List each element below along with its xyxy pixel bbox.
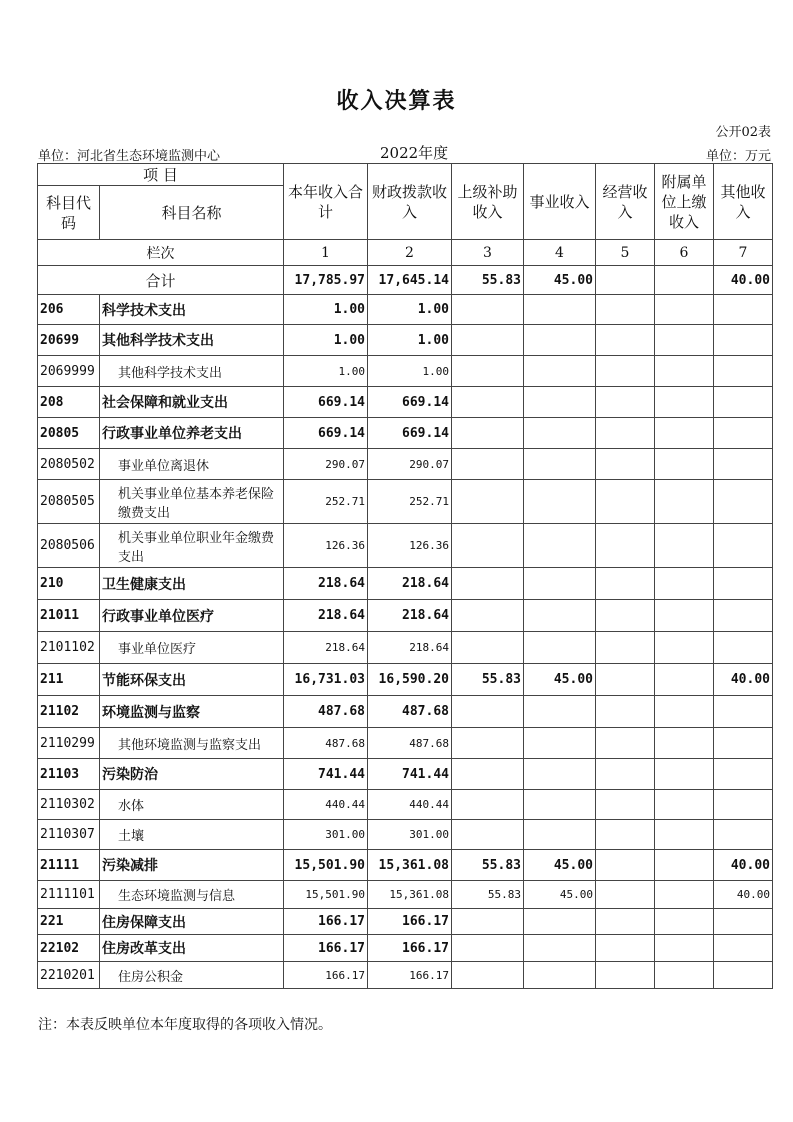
amount-cell (524, 480, 596, 524)
amount-cell: 440.44 (368, 790, 452, 820)
amount-cell (596, 632, 655, 664)
amount-cell (524, 935, 596, 962)
amount-cell (714, 909, 773, 935)
currency-unit: 单位：万元 (705, 149, 771, 164)
total-value (596, 266, 655, 295)
amount-cell: 40.00 (714, 881, 773, 909)
amount-cell: 290.07 (368, 449, 452, 480)
amount-cell (524, 295, 596, 325)
amount-cell: 40.00 (714, 664, 773, 696)
amount-cell (452, 759, 524, 790)
amount-cell: 166.17 (368, 909, 452, 935)
amount-cell: 1.00 (284, 325, 368, 356)
subject-code: 2080506 (38, 524, 100, 568)
subject-name: 污染防治 (100, 759, 284, 790)
amount-cell (714, 632, 773, 664)
amount-cell (452, 696, 524, 728)
total-value: 40.00 (714, 266, 773, 295)
amount-cell: 166.17 (284, 962, 368, 989)
table-row (38, 962, 773, 989)
total-row (38, 266, 773, 295)
amount-cell (655, 356, 714, 387)
amount-cell: 301.00 (368, 820, 452, 850)
amount-cell: 487.68 (368, 728, 452, 759)
table-row (38, 728, 773, 759)
amount-cell (655, 632, 714, 664)
amount-cell: 669.14 (284, 387, 368, 418)
amount-cell (655, 449, 714, 480)
amount-cell (452, 790, 524, 820)
amount-cell (714, 728, 773, 759)
amount-cell (596, 568, 655, 600)
amount-cell: 301.00 (284, 820, 368, 850)
amount-cell (524, 600, 596, 632)
amount-cell: 166.17 (368, 935, 452, 962)
amount-cell (452, 325, 524, 356)
amount-cell: 290.07 (284, 449, 368, 480)
amount-cell (524, 418, 596, 449)
table-row (38, 418, 773, 449)
amount-cell (714, 480, 773, 524)
subject-code: 2110302 (38, 790, 100, 820)
total-value: 55.83 (452, 266, 524, 295)
header-other: 其他收入 (714, 164, 773, 240)
table-row (38, 632, 773, 664)
amount-cell (714, 962, 773, 989)
amount-cell (524, 356, 596, 387)
amount-cell (655, 759, 714, 790)
amount-cell (524, 568, 596, 600)
header-superior: 上级补助收入 (452, 164, 524, 240)
amount-cell (714, 524, 773, 568)
table-row (38, 909, 773, 935)
amount-cell (452, 524, 524, 568)
amount-cell: 218.64 (284, 600, 368, 632)
subject-name: 行政事业单位医疗 (100, 600, 284, 632)
amount-cell (655, 524, 714, 568)
col-number: 2 (368, 240, 452, 266)
amount-cell: 1.00 (368, 295, 452, 325)
amount-cell (655, 600, 714, 632)
amount-cell (714, 568, 773, 600)
subject-name: 其他科学技术支出 (100, 356, 284, 387)
table-row (38, 790, 773, 820)
subject-name: 水体 (100, 790, 284, 820)
table-note: 注：本表反映单位本年度取得的各项收入情况。 (38, 1017, 332, 1033)
amount-cell (596, 524, 655, 568)
amount-cell (596, 696, 655, 728)
subject-code: 210 (38, 568, 100, 600)
header-subsidiary: 附属单位上缴收入 (655, 164, 714, 240)
subject-code: 20699 (38, 325, 100, 356)
amount-cell (596, 850, 655, 881)
amount-cell (524, 325, 596, 356)
amount-cell: 55.83 (452, 881, 524, 909)
col-number: 4 (524, 240, 596, 266)
amount-cell (596, 909, 655, 935)
table-row (38, 850, 773, 881)
amount-cell: 218.64 (284, 568, 368, 600)
report-title: 收入决算表 (336, 88, 457, 114)
amount-cell (596, 418, 655, 449)
subject-name: 事业单位离退休 (100, 449, 284, 480)
amount-cell (596, 480, 655, 524)
total-value: 17,785.97 (284, 266, 368, 295)
amount-cell: 669.14 (368, 387, 452, 418)
header-business: 事业收入 (524, 164, 596, 240)
amount-cell: 15,361.08 (368, 850, 452, 881)
subject-name: 住房改革支出 (100, 935, 284, 962)
amount-cell (714, 759, 773, 790)
amount-cell (524, 387, 596, 418)
amount-cell: 487.68 (368, 696, 452, 728)
amount-cell (655, 325, 714, 356)
amount-cell (596, 759, 655, 790)
amount-cell: 15,361.08 (368, 881, 452, 909)
subject-code: 208 (38, 387, 100, 418)
amount-cell (655, 820, 714, 850)
subject-code: 21011 (38, 600, 100, 632)
amount-cell: 669.14 (284, 418, 368, 449)
col-number: 6 (655, 240, 714, 266)
table-row (38, 568, 773, 600)
amount-cell: 1.00 (284, 295, 368, 325)
amount-cell: 16,590.20 (368, 664, 452, 696)
amount-cell (655, 881, 714, 909)
amount-cell: 487.68 (284, 728, 368, 759)
amount-cell (452, 480, 524, 524)
amount-cell (714, 356, 773, 387)
amount-cell: 252.71 (368, 480, 452, 524)
amount-cell: 126.36 (368, 524, 452, 568)
subject-name: 科学技术支出 (100, 295, 284, 325)
subject-code: 2101102 (38, 632, 100, 664)
subject-code: 21111 (38, 850, 100, 881)
amount-cell: 166.17 (368, 962, 452, 989)
total-label: 合计 (38, 266, 284, 295)
subject-code: 2080505 (38, 480, 100, 524)
amount-cell: 218.64 (368, 632, 452, 664)
subject-code: 211 (38, 664, 100, 696)
amount-cell (714, 418, 773, 449)
amount-cell: 45.00 (524, 850, 596, 881)
amount-cell: 15,501.90 (284, 881, 368, 909)
amount-cell (524, 909, 596, 935)
subject-name: 土壤 (100, 820, 284, 850)
subject-name: 生态环境监测与信息 (100, 881, 284, 909)
row-index-label: 栏次 (38, 240, 284, 266)
amount-cell: 15,501.90 (284, 850, 368, 881)
amount-cell (596, 881, 655, 909)
amount-cell (524, 728, 596, 759)
col-number: 7 (714, 240, 773, 266)
amount-cell: 218.64 (368, 600, 452, 632)
amount-cell: 741.44 (284, 759, 368, 790)
amount-cell (596, 820, 655, 850)
amount-cell (655, 696, 714, 728)
table-row (38, 387, 773, 418)
subject-code: 2111101 (38, 881, 100, 909)
amount-cell (524, 524, 596, 568)
subject-name: 行政事业单位养老支出 (100, 418, 284, 449)
amount-cell (655, 790, 714, 820)
amount-cell (714, 696, 773, 728)
amount-cell (596, 295, 655, 325)
table-row (38, 524, 773, 568)
amount-cell (452, 600, 524, 632)
amount-cell (596, 664, 655, 696)
subject-code: 206 (38, 295, 100, 325)
table-row (38, 356, 773, 387)
subject-code: 2069999 (38, 356, 100, 387)
amount-cell: 218.64 (368, 568, 452, 600)
col-number: 1 (284, 240, 368, 266)
header-total: 本年收入合计 (284, 164, 368, 240)
subject-code: 2110299 (38, 728, 100, 759)
amount-cell: 45.00 (524, 664, 596, 696)
subject-code: 221 (38, 909, 100, 935)
amount-cell (596, 387, 655, 418)
subject-name: 住房保障支出 (100, 909, 284, 935)
table-row (38, 820, 773, 850)
amount-cell (452, 935, 524, 962)
amount-cell (714, 820, 773, 850)
amount-cell (524, 962, 596, 989)
amount-cell (655, 568, 714, 600)
amount-cell (452, 356, 524, 387)
amount-cell (524, 696, 596, 728)
amount-cell: 440.44 (284, 790, 368, 820)
amount-cell (452, 909, 524, 935)
subject-name: 污染减排 (100, 850, 284, 881)
subject-code: 2110307 (38, 820, 100, 850)
amount-cell: 55.83 (452, 664, 524, 696)
amount-cell: 252.71 (284, 480, 368, 524)
reporting-unit: 单位：河北省生态环境监测中心 (38, 149, 221, 164)
amount-cell (524, 759, 596, 790)
subject-code: 21103 (38, 759, 100, 790)
amount-cell: 16,731.03 (284, 664, 368, 696)
subject-name: 节能环保支出 (100, 664, 284, 696)
fiscal-year: 2022年度 (380, 144, 449, 162)
table-row (38, 295, 773, 325)
amount-cell (452, 962, 524, 989)
amount-cell (596, 356, 655, 387)
subject-name: 机关事业单位基本养老保险缴费支出 (100, 480, 284, 524)
amount-cell: 218.64 (284, 632, 368, 664)
amount-cell (655, 850, 714, 881)
amount-cell (714, 295, 773, 325)
form-number: 公开02表 (715, 125, 771, 140)
amount-cell (714, 935, 773, 962)
total-value: 45.00 (524, 266, 596, 295)
amount-cell: 741.44 (368, 759, 452, 790)
amount-cell (524, 449, 596, 480)
header-code: 科目代码 (38, 186, 100, 240)
amount-cell (655, 664, 714, 696)
amount-cell (714, 449, 773, 480)
total-value: 17,645.14 (368, 266, 452, 295)
amount-cell: 1.00 (368, 325, 452, 356)
amount-cell (452, 387, 524, 418)
header-fiscal: 财政拨款收入 (368, 164, 452, 240)
table-row (38, 449, 773, 480)
table-row (38, 759, 773, 790)
subject-name: 卫生健康支出 (100, 568, 284, 600)
table-row (38, 325, 773, 356)
income-table (37, 163, 773, 989)
total-value (655, 266, 714, 295)
table-row (38, 664, 773, 696)
subject-code: 2210201 (38, 962, 100, 989)
subject-code: 22102 (38, 935, 100, 962)
amount-cell (714, 325, 773, 356)
column-index-row (38, 240, 773, 266)
subject-name: 机关事业单位职业年金缴费支出 (100, 524, 284, 568)
col-number: 5 (596, 240, 655, 266)
amount-cell (452, 568, 524, 600)
amount-cell (596, 935, 655, 962)
header-item: 项 目 (38, 164, 284, 186)
amount-cell (714, 600, 773, 632)
amount-cell: 669.14 (368, 418, 452, 449)
table-row (38, 935, 773, 962)
subject-name: 社会保障和就业支出 (100, 387, 284, 418)
amount-cell (452, 632, 524, 664)
amount-cell: 1.00 (368, 356, 452, 387)
amount-cell (655, 728, 714, 759)
amount-cell (452, 820, 524, 850)
subject-name: 环境监测与监察 (100, 696, 284, 728)
subject-code: 21102 (38, 696, 100, 728)
amount-cell (714, 790, 773, 820)
subject-name: 事业单位医疗 (100, 632, 284, 664)
amount-cell (452, 418, 524, 449)
amount-cell (655, 935, 714, 962)
col-number: 3 (452, 240, 524, 266)
amount-cell (596, 600, 655, 632)
amount-cell: 45.00 (524, 881, 596, 909)
amount-cell (524, 632, 596, 664)
header-name: 科目名称 (100, 186, 284, 240)
amount-cell (596, 449, 655, 480)
amount-cell (714, 387, 773, 418)
amount-cell (655, 295, 714, 325)
amount-cell (452, 295, 524, 325)
amount-cell (452, 449, 524, 480)
amount-cell (655, 418, 714, 449)
header-operating: 经营收入 (596, 164, 655, 240)
table-row (38, 881, 773, 909)
amount-cell: 166.17 (284, 909, 368, 935)
amount-cell: 1.00 (284, 356, 368, 387)
amount-cell (655, 909, 714, 935)
subject-code: 20805 (38, 418, 100, 449)
subject-name: 住房公积金 (100, 962, 284, 989)
amount-cell (655, 962, 714, 989)
table-row (38, 480, 773, 524)
subject-name: 其他科学技术支出 (100, 325, 284, 356)
subject-code: 2080502 (38, 449, 100, 480)
amount-cell: 40.00 (714, 850, 773, 881)
subject-name: 其他环境监测与监察支出 (100, 728, 284, 759)
amount-cell: 166.17 (284, 935, 368, 962)
amount-cell: 126.36 (284, 524, 368, 568)
amount-cell: 487.68 (284, 696, 368, 728)
amount-cell (452, 728, 524, 759)
table-row (38, 696, 773, 728)
amount-cell (596, 790, 655, 820)
amount-cell: 55.83 (452, 850, 524, 881)
amount-cell (524, 790, 596, 820)
amount-cell (596, 325, 655, 356)
amount-cell (596, 962, 655, 989)
amount-cell (655, 387, 714, 418)
amount-cell (524, 820, 596, 850)
table-row (38, 600, 773, 632)
amount-cell (596, 728, 655, 759)
amount-cell (655, 480, 714, 524)
